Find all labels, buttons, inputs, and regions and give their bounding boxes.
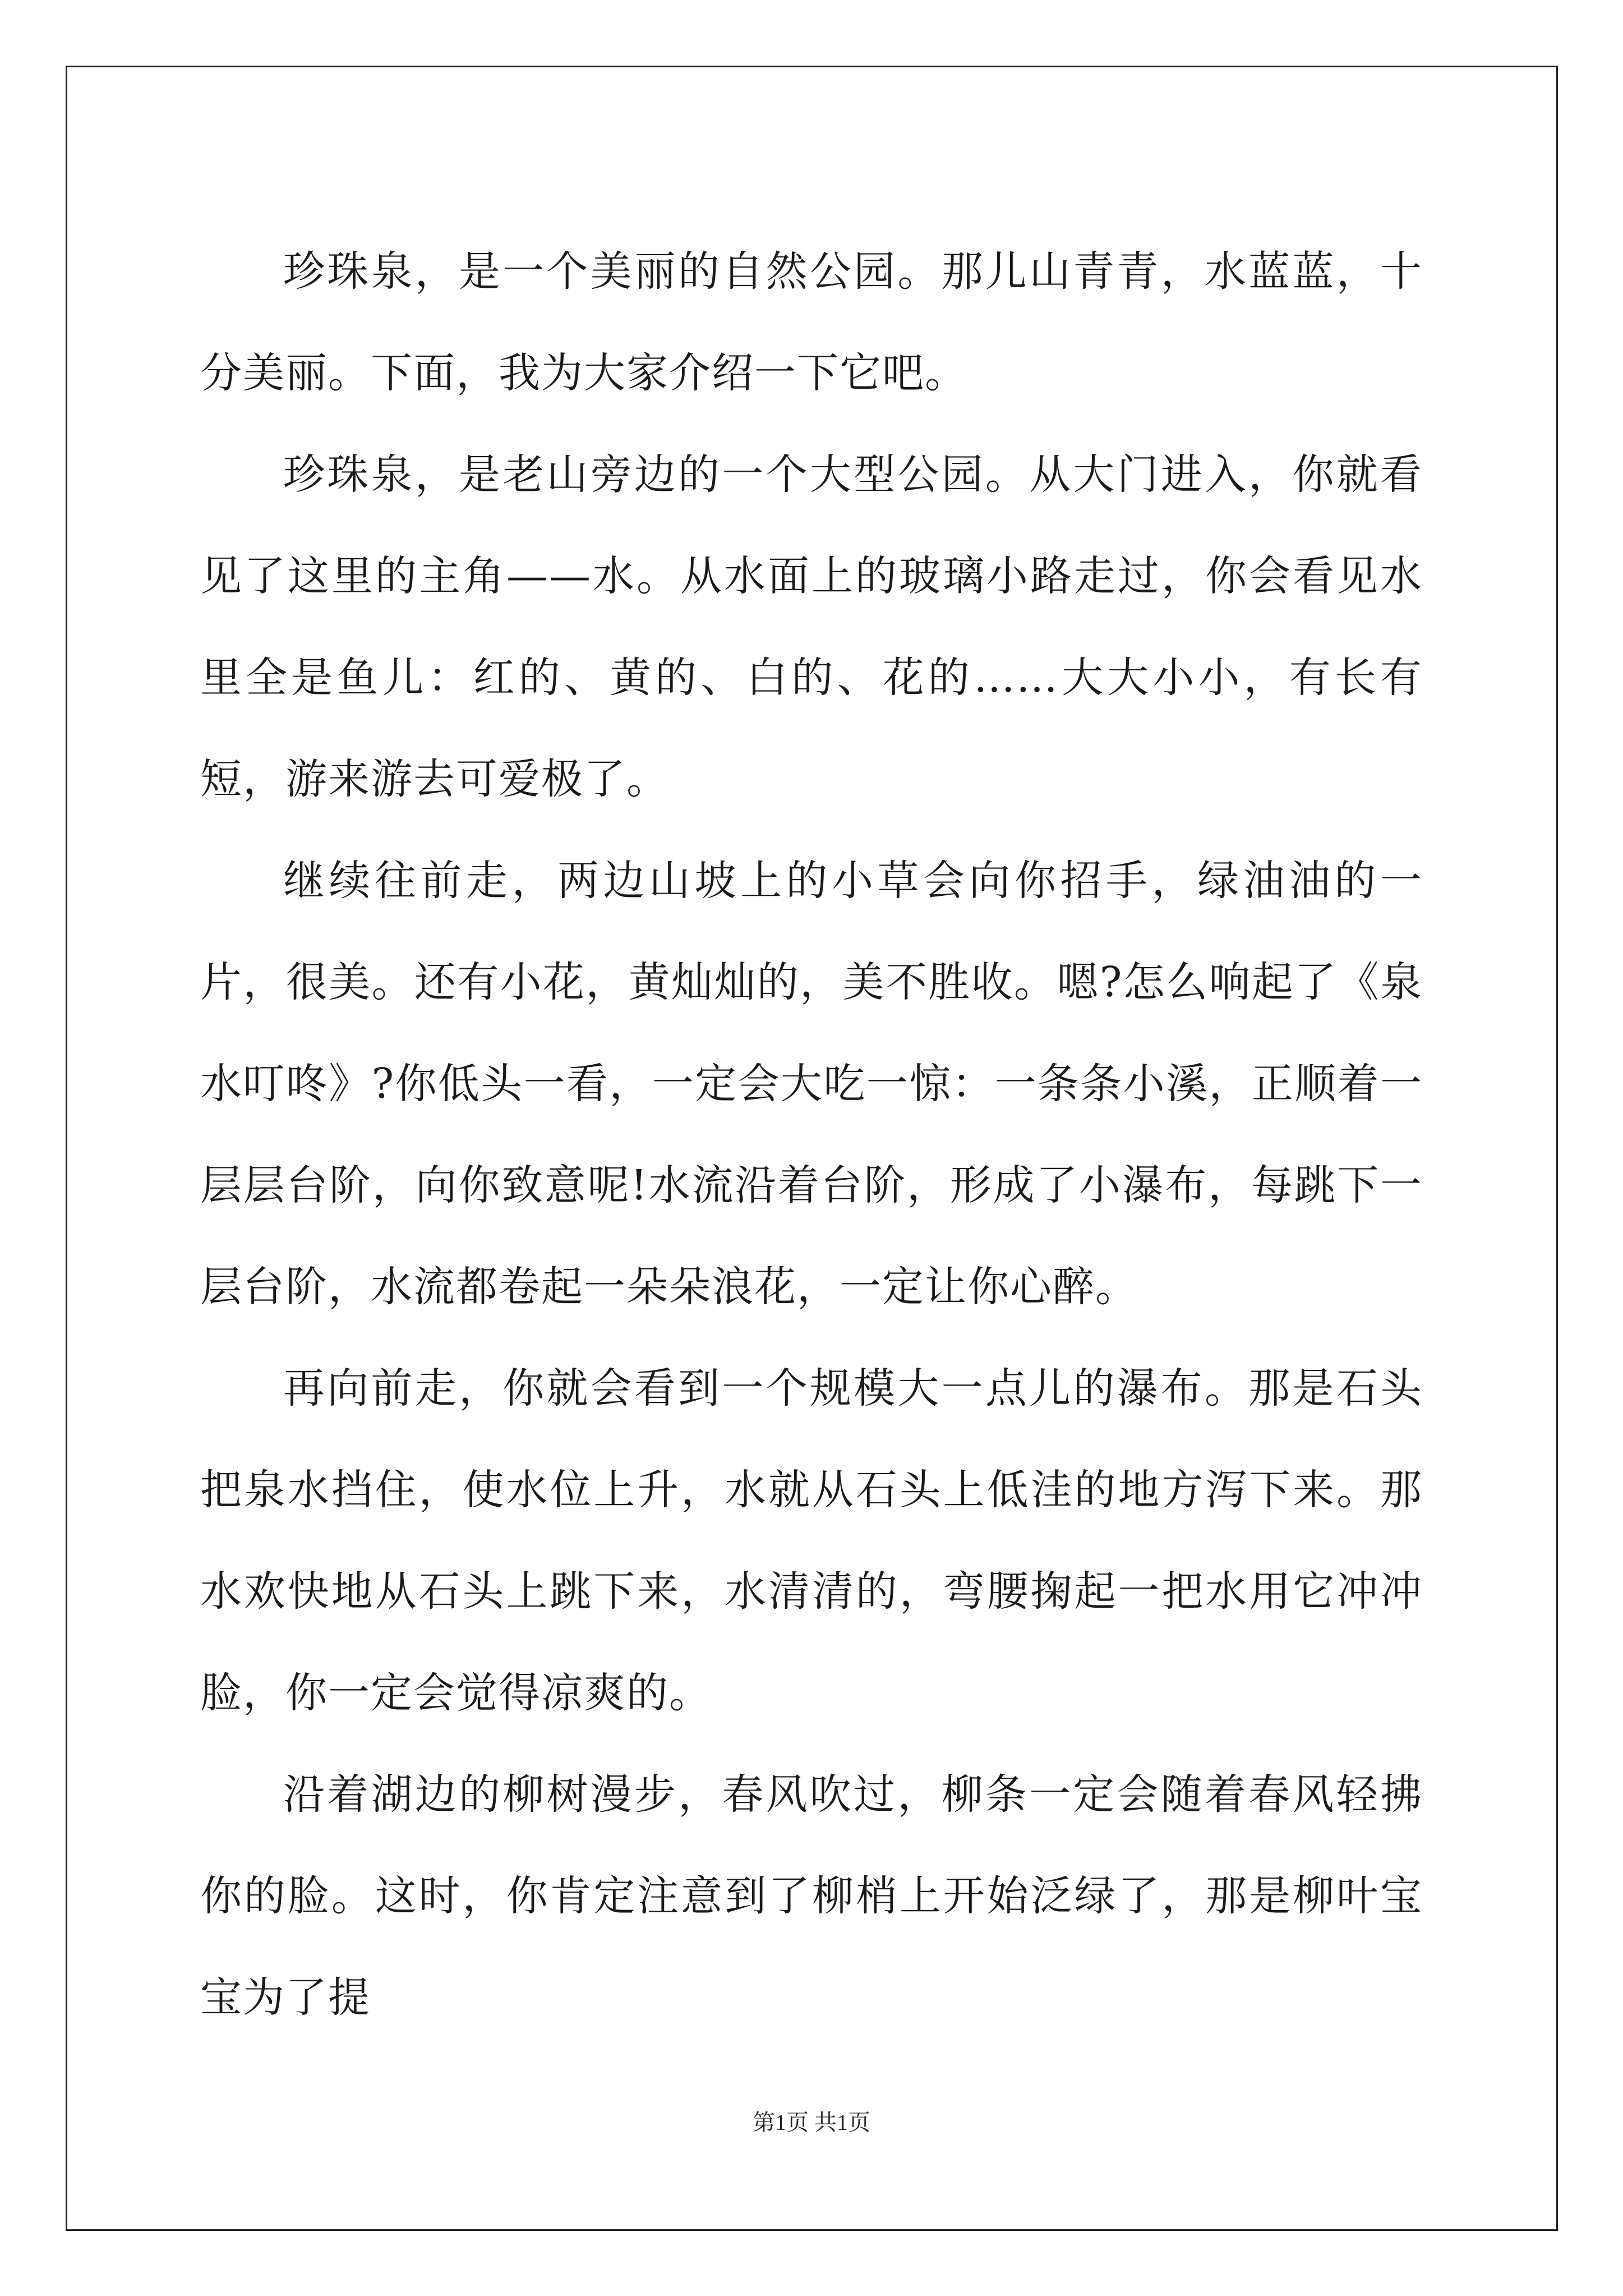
paragraph-3: 继续往前走，两边山坡上的小草会向你招手，绿油油的一片，很美。还有小花，黄灿灿的，美不胜收。嗯?怎么响起了《泉水叮咚》?你低头一看，一定会大吃一惊：一条条小溪，正顺着一层层台阶，向你致意呢!水流沿着台阶，形成了小瀑布，每跳下一层台阶，水流都卷起一朵朵浪花，一定让你心醉。 bbox=[200, 857, 1423, 1311]
page-number-footer: 第1页 共1页 bbox=[753, 2110, 870, 2135]
paragraph-4: 再向前走，你就会看到一个规模大一点儿的瀑布。那是石头把泉水挡住，使水位上升，水就从石头上低洼的地方泻下来。那水欢快地从石头上跳下来，水清清的，弯腰掬起一把水用它冲冲脸，你一定会觉得凉爽的。 bbox=[200, 1364, 1423, 1717]
paragraph-1: 珍珠泉，是一个美丽的自然公园。那儿山青青，水蓝蓝，十分美丽。下面，我为大家介绍一下它吧。 bbox=[200, 247, 1423, 397]
paragraph-2: 珍珠泉，是老山旁边的一个大型公园。从大门进入，你就看见了这里的主角——水。从水面上的玻璃小路走过，你会看见水里全是鱼儿：红的、黄的、白的、花的……大大小小，有长有短，游来游去可爱极了。 bbox=[200, 450, 1423, 803]
document-body bbox=[200, 221, 1423, 2049]
paragraph-5: 沿着湖边的柳树漫步，春风吹过，柳条一定会随着春风轻拂你的脸。这时，你肯定注意到了柳梢上开始泛绿了，那是柳叶宝宝为了提 bbox=[200, 1770, 1423, 2022]
